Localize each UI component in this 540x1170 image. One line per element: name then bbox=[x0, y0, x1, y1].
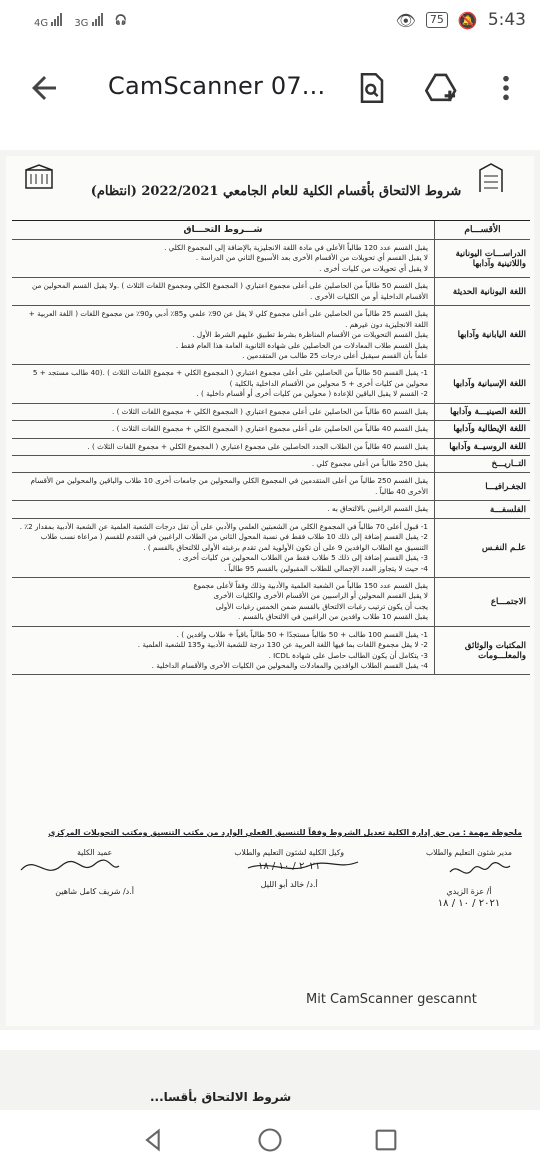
document-heading: شروط الالتحاق بأقسام الكلية للعام الجامعي 2022/2021 (انتظام) bbox=[90, 184, 462, 199]
table-row bbox=[12, 456, 530, 473]
app-bar bbox=[0, 44, 540, 136]
conditions-cell bbox=[12, 578, 434, 626]
dept-cell: الاجتمـــاع bbox=[434, 578, 530, 626]
table-row bbox=[12, 501, 530, 518]
scanner-watermark: Mit CamScanner gescannt bbox=[306, 992, 477, 1007]
condition-line: يقبل القسم طلاب المعادلات من الحاصلين على شهادة الثانوية العامة هذا العام فقط . bbox=[175, 340, 428, 350]
condition-line: يقبل القسم التحويلات من الأقسام المناظرة بشرط تطبيق عليهم الشرط الأول . bbox=[192, 330, 428, 340]
dept-cell: اللغة اليونانية الحديثة bbox=[434, 278, 530, 305]
conditions-cell bbox=[12, 456, 434, 472]
signature-scribble bbox=[244, 856, 364, 876]
condition-line: لا يقبل أي تحويلات من كليات أخرى . bbox=[319, 263, 428, 273]
signature-title: عميد الكلية bbox=[77, 848, 113, 857]
dept-cell: اللغة الإيطالية وآدابها bbox=[434, 421, 530, 437]
conditions-cell bbox=[12, 519, 434, 577]
condition-line: 2- لا يقل مجموع اللغات بما فيها اللغة العربية عن 130 درجة للشعبة الأدبية و135 للشعبة العلمية . bbox=[137, 640, 428, 650]
condition-line: يقبل القسم 60 طالباً من الحاصلين على أعلى مجموع اعتباري ( المجموع الكلي + مجموع اللغات الثلاث ) . bbox=[112, 406, 428, 416]
condition-line: يقبل القسم 250 طالباً من أعلى المتقدمين في المجموع الكلي والمحولين من جامعات أخرى 10 طلاب والباقين والمحولين من الأقسام الأخرى 40 طالباً . bbox=[30, 476, 428, 496]
header-cond: شـــروط التحـــاق bbox=[183, 225, 263, 235]
document-title: CamScanner 07... bbox=[108, 72, 326, 100]
signature-date: ٢٠٢١ / ١٠ / ١٨ bbox=[437, 898, 501, 909]
dept-cell: التــاريـــخ bbox=[434, 456, 530, 472]
dept-cell: اللغة الروسيــة وآدابها bbox=[434, 439, 530, 455]
condition-line: يقبل القسم الراغبين بالالتحاق به . bbox=[327, 504, 428, 514]
condition-line: يقبل القسم 50 طالباً من الحاصلين على أعلى مجموع اعتباري ( المجموع الكلي ومجموع اللغات الثلاث ) .ولا يقبل القسم المحولين من الأقسام الداخلية أو من الكليات الأخرى . bbox=[32, 281, 428, 301]
signal-icon bbox=[51, 12, 62, 26]
condition-line: 4- حيث لا يتجاوز العدد الإجمالي للطلاب المقبولين بالقسم 95 طالباً . bbox=[223, 563, 428, 573]
doc-search-icon[interactable] bbox=[350, 66, 394, 110]
network-indicator-1: 4G bbox=[34, 12, 62, 29]
arrow-back-icon[interactable] bbox=[26, 70, 62, 106]
dept-cell: الجغـرافيـــا bbox=[434, 473, 530, 500]
condition-line: يقبل 250 طالباً من أعلى مجموع كلي . bbox=[311, 459, 428, 468]
network-indicator-2: 3G bbox=[74, 12, 102, 29]
headset-icon: 🎧 bbox=[114, 15, 128, 26]
dept-cell: الفلسفـــة bbox=[434, 501, 530, 517]
important-note: ملحوظة مهمة : من حق إدارة الكلية تعديل الشروط وفقاً للتنسيق الفعلي الوارد من مكتب التنسيق ومكتب التحويلات المركزي bbox=[48, 828, 522, 837]
dept-cell: علـم النفـس bbox=[434, 519, 530, 577]
battery-indicator: 75 bbox=[426, 12, 448, 28]
conditions-cell bbox=[12, 501, 434, 517]
signature-block-1 bbox=[426, 848, 512, 909]
next-page-heading: شروط الالتحاق بأقسا... bbox=[150, 1090, 292, 1104]
condition-line: يقبل القسم عدد 150 طالباً من الشعبة العلمية والأدبية وذلك وفقاً لأعلى مجموع bbox=[193, 580, 428, 590]
nav-back-icon[interactable] bbox=[140, 1126, 168, 1154]
condition-line: لا يقبل القسم المحولين أو الراسبين من الأقسام الأخرى والكليات الأخرى bbox=[213, 591, 428, 601]
condition-line: 1- يقبل القسم 50 طالباً من الحاصلين على أعلى مجموع اعتباري ( المجموع الكلي + مجموع اللغات الثلاث ) .(40 طالب مستجد + 5 محولين من كليات أخرى + 5 محولين من الأقسام الداخلية بالكلية ) bbox=[32, 368, 428, 388]
signature-name: أ.د/ شريف كامل شاهين bbox=[55, 887, 134, 896]
condition-line: 2- يقبل القسم إضافة إلى ذلك 10 طلاب فقط في نسبة المحول الثاني من الطلاب الراغبين في التقدم للقسم ( مراعاة نسب طلاب التنسيق مع الطلاب الوافدين 9 على أن تكون الأولوية لمن تقدم برغبته الأولى للالتحاق بالقسم ) . bbox=[40, 532, 428, 552]
clock: 5:43 bbox=[487, 10, 526, 30]
signature-block-3 bbox=[55, 848, 134, 896]
table-header bbox=[12, 221, 530, 240]
no-alarm-icon: 🔕 bbox=[457, 10, 478, 30]
signature-block-2 bbox=[234, 848, 344, 889]
signature-scribble bbox=[15, 852, 125, 882]
dept-cell: المكتبات والوثائق والمعلـــومات bbox=[434, 627, 530, 675]
signature-scribble bbox=[446, 858, 516, 880]
system-nav-bar bbox=[0, 1110, 540, 1170]
conditions-cell bbox=[12, 439, 434, 455]
table-row bbox=[12, 439, 530, 456]
condition-line: يقبل القسم 40 طالباً من الحاصلين على أعلى مجموع اعتباري ( المجموع الكلي + مجموع اللغات الثلاث ) . bbox=[112, 424, 428, 434]
next-page-preview[interactable] bbox=[0, 1050, 540, 1110]
condition-line: يقبل القسم 10 طلاب وافدين من الراغبين في الالتحاق بالقسم . bbox=[237, 612, 428, 622]
admission-table bbox=[12, 220, 530, 675]
condition-line: يجب أن يكون ترتيب رغبات الالتحاق بالقسم ضمن الخمس رغبات الأولى bbox=[215, 601, 428, 611]
table-row bbox=[12, 473, 530, 501]
conditions-cell bbox=[12, 278, 434, 305]
table-row bbox=[12, 278, 530, 306]
condition-line: لا يقبل القسم أي تحويلات من الأقسام الأخرى بعد الأسبوع الثاني من الدراسة . bbox=[195, 253, 428, 263]
signature-date: ٢٠٢١ / ١٠ / ١٨ bbox=[257, 861, 321, 872]
condition-line: يقبل القسم عدد 120 طالباً الأعلى في مادة اللغة الانجليزية بالإضافة إلى المجموع الكلي . bbox=[164, 243, 428, 252]
signature-name: أ.د/ خالد أبو الليل bbox=[260, 880, 318, 889]
nav-recents-icon[interactable] bbox=[372, 1126, 400, 1154]
conditions-cell bbox=[12, 473, 434, 500]
condition-line: 1- يقبل القسم 100 طالب + 50 طالباً مستجدًا + 50 طالباً باقياً + طلاب وافدين ) . bbox=[176, 629, 428, 639]
condition-line: يقبل القسم 40 طالباً من الطلاب الجدد الحاصلين على مجموع اعتباري ( المجموع الكلي + مجموع اللغات الثلاث ) . bbox=[87, 441, 428, 451]
table-row bbox=[12, 421, 530, 438]
dept-cell: اللغة اليابانية وآدابها bbox=[434, 306, 530, 364]
conditions-cell bbox=[12, 627, 434, 675]
signature-name: أ/ عزة الزيدي bbox=[446, 887, 492, 896]
signature-title: وكيل الكلية لشئون التعليم والطلاب bbox=[234, 848, 344, 857]
signature-title: مدير شئون التعليم والطلاب bbox=[426, 848, 512, 857]
condition-line: 1- قبول أعلى 70 طالباً في المجموع الكلي من الشعبتين العلمي والأدبي على أن تقل درجات الشعبة العلمية عن الشعبة الأدبية بمقدار 2٪ . bbox=[19, 521, 428, 531]
more-vert-icon[interactable] bbox=[484, 66, 528, 110]
table-row bbox=[12, 306, 530, 365]
condition-line: يقبل القسم 25 طالباً من الحاصلين على أعلى مجموع كلي لا يقل عن 90٪ علمي و85٪ أدبي و90٪ من مجموع اللغات ( اللغة العربية + اللغة الانجليزية دون غيرهم . bbox=[28, 309, 428, 329]
condition-line: 2- القسم لا يقبل الباقين للإعادة ( محولين من كليات أخرى أو أقسام داخلية ) . bbox=[196, 389, 428, 399]
dept-cell: الدراســـات اليونانية واللاتينية وآدابها bbox=[434, 240, 530, 277]
conditions-cell bbox=[12, 404, 434, 420]
conditions-cell bbox=[12, 421, 434, 437]
table-row bbox=[12, 519, 530, 578]
dept-cell: اللغة الإسبانية وآدابها bbox=[434, 365, 530, 402]
dept-cell: اللغة الصينيـــة وآدابها bbox=[434, 404, 530, 420]
university-logo bbox=[22, 164, 56, 194]
condition-line: 3- يقبل القسم إضافة إلى ذلك 5 طلاب فقط من الطلاب المحولين من كليات أخرى . bbox=[178, 553, 428, 563]
document-viewer[interactable] bbox=[0, 150, 540, 1030]
conditions-cell bbox=[12, 365, 434, 402]
conditions-cell bbox=[12, 306, 434, 364]
condition-line: 4- يقبل القسم الطلاب الوافدين والمعادلات والمحولين من الكليات الأخرى والأقسام الداخلية . bbox=[151, 661, 428, 670]
table-row bbox=[12, 627, 530, 676]
table-row bbox=[12, 365, 530, 403]
conditions-cell bbox=[12, 240, 434, 277]
eye-icon: 👁 bbox=[395, 10, 416, 30]
table-row bbox=[12, 404, 530, 421]
drive-add-icon[interactable] bbox=[420, 66, 464, 110]
nav-home-icon[interactable] bbox=[256, 1126, 284, 1154]
status-bar bbox=[0, 0, 540, 44]
table-row bbox=[12, 240, 530, 278]
condition-line: علماً بأن القسم سيقبل أعلى درجات 25 طالب من المتقدمين . bbox=[242, 350, 428, 360]
signal-icon-2 bbox=[92, 12, 103, 26]
header-dept: الأقســـام bbox=[434, 221, 530, 239]
document-page bbox=[6, 156, 534, 1026]
condition-line: 3- يتكامل أن يكون الطالب حاصل على شهادة ICDL . bbox=[268, 650, 428, 660]
table-row bbox=[12, 578, 530, 627]
